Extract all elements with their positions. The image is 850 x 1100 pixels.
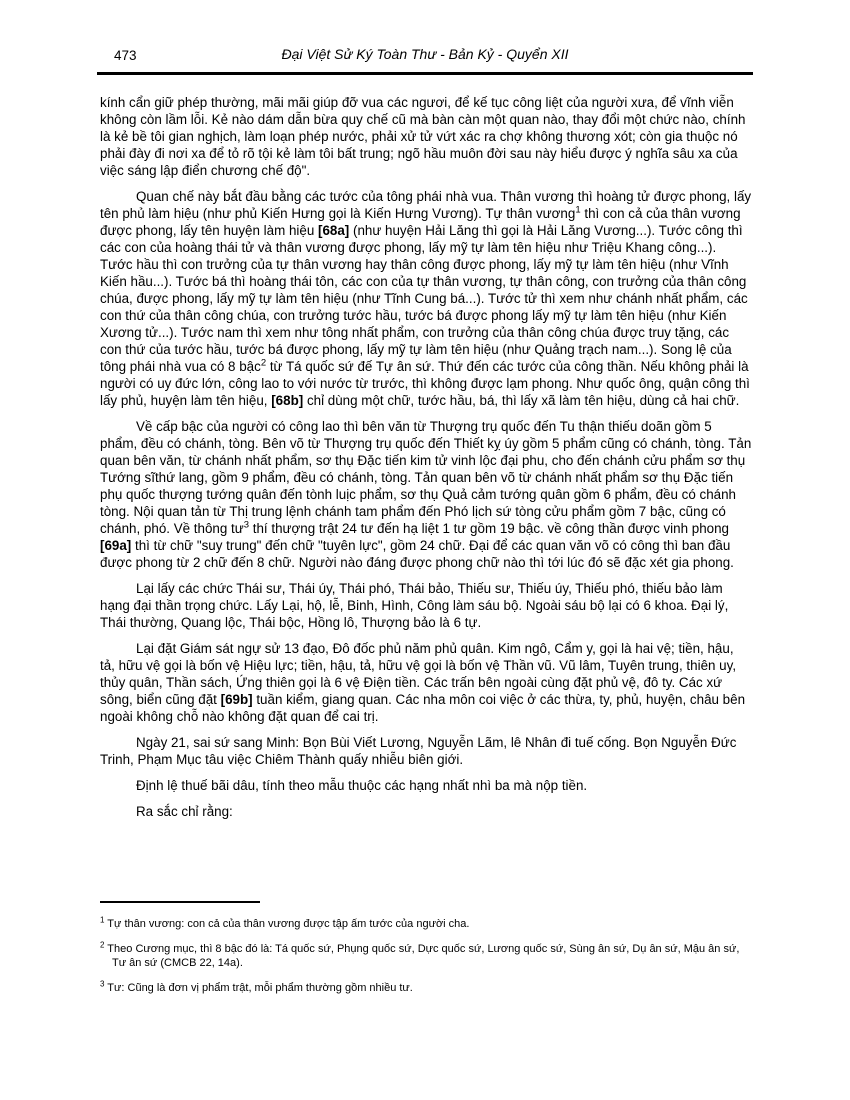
header-rule: [97, 72, 753, 75]
paragraph: [100, 94, 752, 179]
paragraph: [100, 188, 752, 409]
footnote-text: Tư: Cũng là đơn vị phẩm trật, mỗi phẩm thường gồm nhiều tư.: [104, 981, 413, 994]
text-run: tuần kiểm, giang quan. Các nha môn coi việc ở các thừa, ty, phủ, huyện, châu bên ngoài không chỗ nào không đặt quan để cai trị.: [100, 692, 746, 724]
footnote-number: 2: [100, 939, 105, 949]
text-run: Lại đặt Giám sát ngự sử 13 đạo, Đô đốc phủ năm phủ quân. Kim ngô, Cẩm y, gọi là hai vệ; tiền, hậu, tả, hữu vệ gọi là bốn vệ Hiệu lực; tiền, hậu, tả, hữu vệ gọi là bốn vệ Thần vũ. Vũ lâm, Tuyên trung, thiên uy, thủy quân, Thần sách, Ứng thiên gọi là 6 vệ Điện tiền. Các trấn bên ngoài cùng đặt phủ vệ, đô ty. Các xứ sông, biển cũng đặt: [100, 641, 737, 707]
text-run: thí thượng trật 24 tư đến hạ liệt 1 tư gồm 19 bậc. về công thần được vinh phong: [249, 521, 730, 536]
paragraph: [100, 734, 752, 768]
running-title: Đại Việt Sử Ký Toàn Thư - Bản Kỷ - Quyển XII: [281, 46, 569, 62]
paragraph: [100, 803, 752, 820]
footnote-number: 3: [100, 978, 105, 988]
footnote-ref: 1: [575, 204, 581, 216]
footnote-text: Theo Cương mục, thì 8 bậc đó là: Tá quốc sứ, Phụng quốc sứ, Dực quốc sứ, Lương quốc sứ, Sùng ân sứ, Dụ ân sứ, Mậu ân sứ, Tư ân sứ (CMCB 22, 14a).: [104, 942, 740, 969]
text-run: thì con cả của thân vương được phong, lấy tên huyện làm hiệu: [100, 206, 741, 238]
footnote: [100, 978, 752, 996]
text-run: Ngày 21, sai sứ sang Minh: Bọn Bùi Viết Lương, Nguyễn Lãm, lê Nhân đi tuế cống. Bọn Nguyễn Đức Trinh, Phạm Mục tâu việc Chiêm Thành quấy nhiễu biên giới.: [100, 735, 737, 767]
footnote-text: Tự thân vương: con cả của thân vương được tập ấm tước của người cha.: [104, 918, 470, 930]
text-run: Định lệ thuế bãi dâu, tính theo mẫu thuộc các hạng nhất nhì ba mà nộp tiền.: [136, 778, 588, 793]
folio-marker: [69b]: [220, 692, 253, 707]
footnote-list: [100, 917, 752, 995]
footnote: [100, 917, 752, 932]
text-run: kính cẩn giữ phép thường, mãi mãi giúp đỡ vua các ngươi, để kế tục công liệt của người xưa, để vĩnh viễn không còn lầm lỗi. Kẻ nào dám dẫn bừa quy chế cũ mà bàn càn một quan nào, thay đổi một chức nào, chính là kẻ bề tôi gian nghịch, làm loạn phép nước, phải xử tử vứt xác ra chợ không thương xót; còn gia thuộc nó phải đày đi nơi xa để tỏ rõ tội kẻ làm tôi bất trung; ngõ hầu muôn đời sau này hiểu được ý nghĩa sâu xa của việc sáng lập điển chương chế độ".: [100, 95, 746, 178]
paragraph: [100, 777, 752, 794]
text-run: (như huyện Hải Lăng thì gọi là Hải Lăng Vương...). Tước công thì các con của hoàng thái tử và thân vương được phong, lấy mỹ tự làm tên hiệu như Triệu Khang công...). Tước hầu thì con trưởng của tự thân vương hay thân công được phong, lấy mỹ tự làm tên hiệu (như Vĩnh Kiến hầu...). Tước bá thì hoàng thái tôn, các con của tự thân vương, tự thân công, con trưởng của thân công chúa, được phong, lấy mỹ tự làm tên hiệu (như Tĩnh Cung bá...). Tước tử thì xem như chánh nhất phẩm, các con thứ của thân công chúa, con trưởng tước hầu, tước bá được phong lấy mỹ tự làm tên hiệu (như Kiến Xương tử...). Tước nam thì xem như tông nhất phẩm, con trưởng của thân công chúa được truy tặng, các con thứ của tước hầu, tước bá được phong, lấy mỹ tự làm tên hiệu (như Quảng trạch nam...). Song lệ của tông phái nhà vua có 8 bậc: [100, 223, 748, 374]
body-paragraphs: [100, 94, 752, 829]
text-run: thì từ chữ "suy trung" đến chữ "tuyên lực", gồm 24 chữ. Đại để các quan văn võ có công thì ban đầu được phong từ 2 chữ đến 8 chữ. Người nào đáng được phong chữ nào thì tới lúc đó sẽ đặc xét gia phong.: [100, 538, 734, 570]
folio-marker: [68a]: [318, 223, 350, 238]
footnote-number: 1: [100, 915, 105, 925]
text-run: Ra sắc chỉ rằng:: [136, 804, 233, 819]
text-run: Về cấp bậc của người có công lao thì bên văn từ Thượng trụ quốc đến Tu thận thiếu doãn gồm 5 phẩm, đều có chánh, tòng. Bên võ từ Thượng trụ quốc đến Thiết kỵ úy gồm 5 phẩm cũng có chánh, tòng. Tản quan bên văn, từ chánh nhất phẩm, sơ thụ Đặc tiến kim tử vinh lộc đại phu, cho đến chánh cửu phẩm sơ thụ Tướng sĩthứ lang, gồm 9 phẩm, đều có chánh, tòng. Tản quan bên võ từ chánh nhất phẩm sơ thụ Đặc tiến phụ quốc thượng tướng quân đến tònh luịc phẩm, sơ thụ Quả cảm tướng quân gồm 6 phẩm, đều có chánh tòng. Nội quan tản từ Thị trung lệnh chánh tam phẩm đến Phó lịch sứ tòng cửu phẩm gồm 7 bậc, cũng có chánh, phó. Về thông tư: [100, 419, 752, 536]
paragraph: [100, 640, 752, 725]
footnote-rule: [100, 901, 260, 903]
paragraph: [100, 580, 752, 631]
footnotes-section: [100, 901, 752, 1005]
text-run: từ Tá quốc sứ đế Tự ân sứ. Thứ đến các tước của công thần. Nếu không phải là người có uy đức lớn, công lao to với nước từ trước, thì không được lạm phong. Như quốc ông, quận công thì lấy phủ, huyện làm tên hiệu,: [100, 359, 750, 408]
folio-marker: [69a]: [100, 538, 132, 553]
page-number: 473: [114, 48, 137, 63]
text-run: Lại lấy các chức Thái sư, Thái úy, Thái phó, Thái bảo, Thiếu sư, Thiếu úy, Thiếu phó, thiếu bảo làm hạng đại thần trọng chức. Lấy Lại, hộ, lễ, Binh, Hình, Công làm sáu bộ. Ngoài sáu bộ lại có 6 khoa. Đại lý, Thái thường, Quang lộc, Thái bộc, Hồng lô, Thượng bảo là 6 tự.: [100, 581, 729, 630]
paragraph: [100, 418, 752, 571]
folio-marker: [68b]: [271, 393, 304, 408]
text-run: Quan chế này bắt đầu bằng các tước của tông phái nhà vua. Thân vương thì hoàng tử được phong, lấy tên phủ làm hiệu (như phủ Kiến Hưng gọi là Kiến Hưng Vương). Tự thân vương: [100, 189, 752, 221]
footnote-ref: 3: [243, 519, 250, 531]
page-header: [100, 46, 750, 68]
footnote: [100, 939, 752, 971]
text-run: chỉ dùng một chữ, tước hầu, bá, thì lấy xã làm tên hiệu, dùng cả hai chữ.: [303, 393, 740, 408]
footnote-ref: 2: [260, 357, 267, 369]
